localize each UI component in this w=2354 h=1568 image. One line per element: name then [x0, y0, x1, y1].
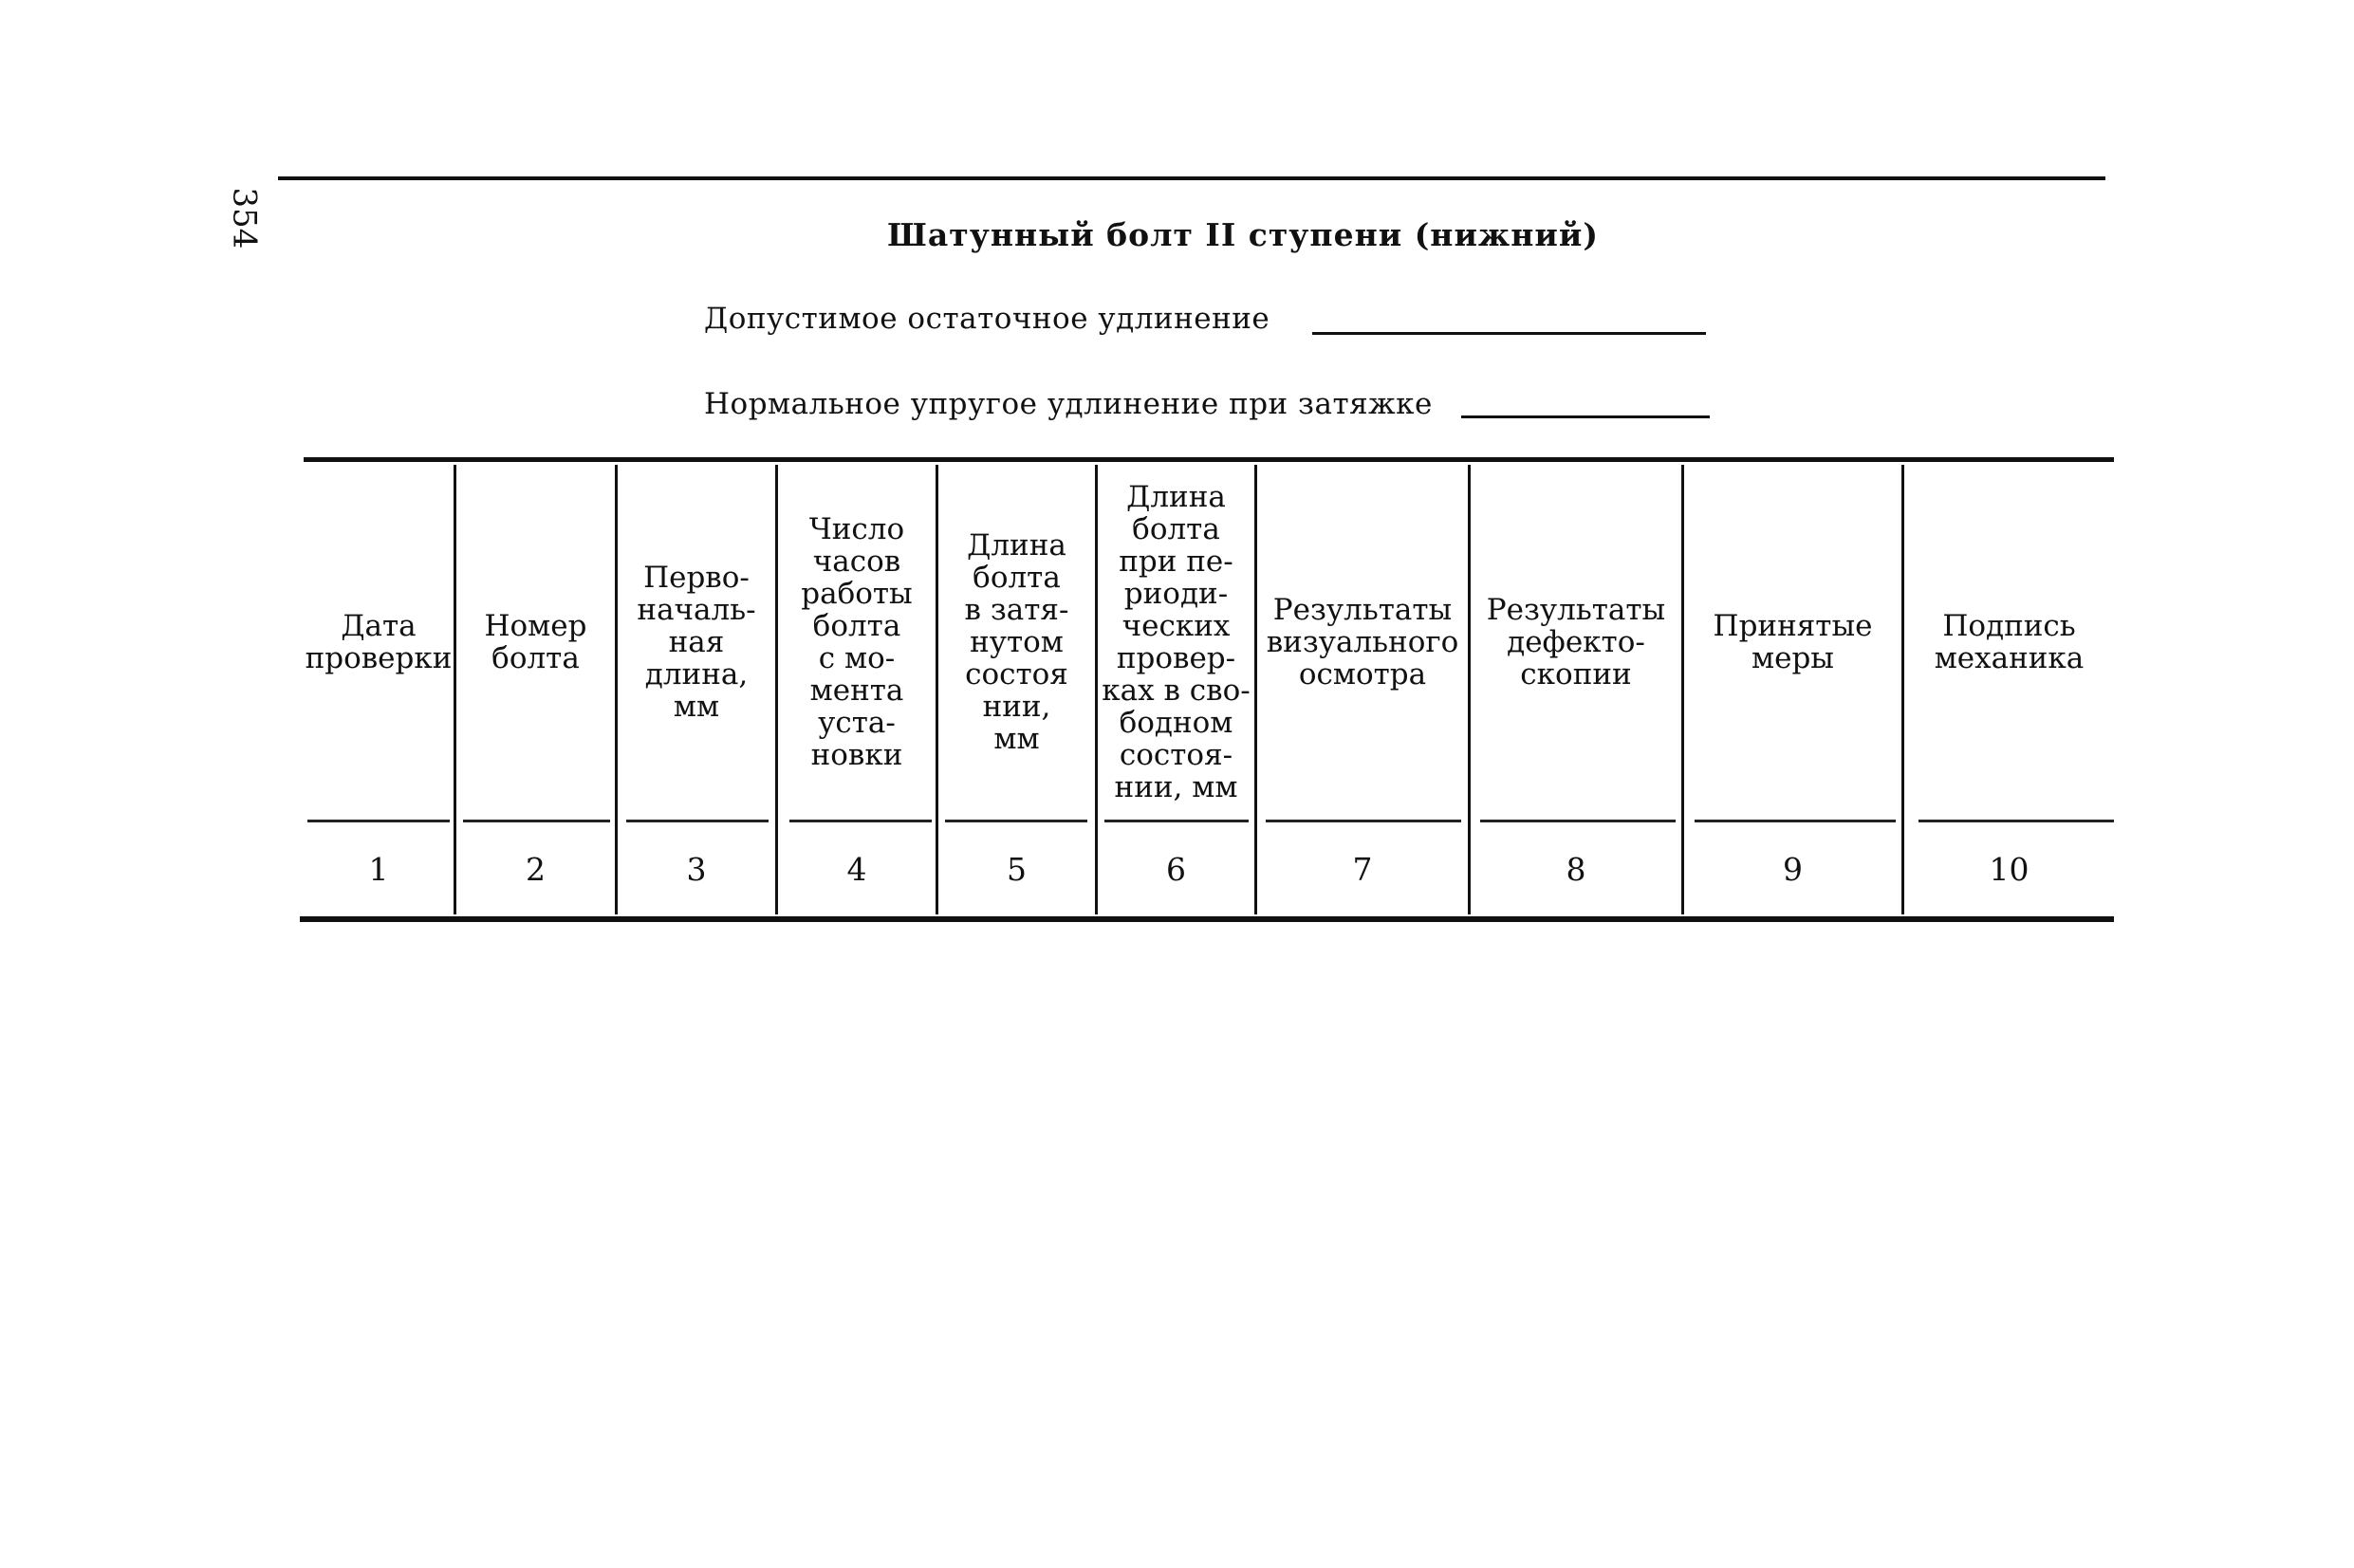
bolt-inspection-table	[304, 457, 2114, 922]
page-number: 354	[225, 187, 264, 249]
header-underline	[1695, 820, 1896, 822]
header-free-length: Длина болта при пе- риоди- ческих провер- ках в сво- бодном состоя- нии, мм	[1102, 480, 1251, 804]
page-title: Шатунный болт II ступени (нижний)	[887, 216, 1599, 253]
header-tightened-length: Длина болта в затя- нутом состоя нии, мм	[964, 528, 1069, 756]
header-initial-length: Перво- началь- ная длина, мм	[637, 561, 756, 724]
column-number: 7	[1352, 850, 1373, 888]
header-bolt-number: Номер болта	[484, 609, 587, 675]
column-number: 6	[1166, 850, 1186, 888]
column-number: 5	[1007, 850, 1027, 888]
table-bottom-rule	[300, 916, 2114, 922]
normal-elastic-elongation-blank	[1461, 415, 1710, 418]
header-underline	[1266, 820, 1461, 822]
column-number: 9	[1783, 850, 1803, 888]
header-underline	[626, 820, 769, 822]
column-number: 4	[846, 850, 867, 888]
header-measures-taken: Принятые меры	[1713, 609, 1873, 675]
header-flaw-detection: Результаты дефекто- скопии	[1486, 593, 1666, 692]
column-number: 1	[368, 850, 389, 888]
header-underline	[1480, 820, 1676, 822]
header-mechanic-signature: Подпись механика	[1934, 609, 2085, 675]
top-rule	[278, 176, 2105, 180]
header-underline	[1918, 820, 2114, 822]
header-underline	[463, 820, 610, 822]
allowable-residual-elongation-label: Допустимое остаточное удлинение	[704, 302, 1270, 336]
normal-elastic-elongation-label: Нормальное упругое удлинение при затяжке	[704, 387, 1433, 421]
column-number: 8	[1566, 850, 1586, 888]
header-underline	[789, 820, 932, 822]
column-number: 3	[686, 850, 707, 888]
header-visual-inspection: Результаты визуального осмотра	[1266, 593, 1459, 692]
header-underline	[945, 820, 1087, 822]
header-operating-hours: Число часов работы болта с мо- мента уста- новки	[801, 512, 913, 772]
table-top-rule	[304, 457, 2114, 462]
allowable-residual-elongation-blank	[1312, 332, 1706, 335]
header-underline	[307, 820, 450, 822]
header-underline	[1104, 820, 1249, 822]
column-number: 10	[1989, 850, 2030, 888]
header-check-date: Дата проверки	[305, 609, 453, 675]
column-number: 2	[526, 850, 546, 888]
